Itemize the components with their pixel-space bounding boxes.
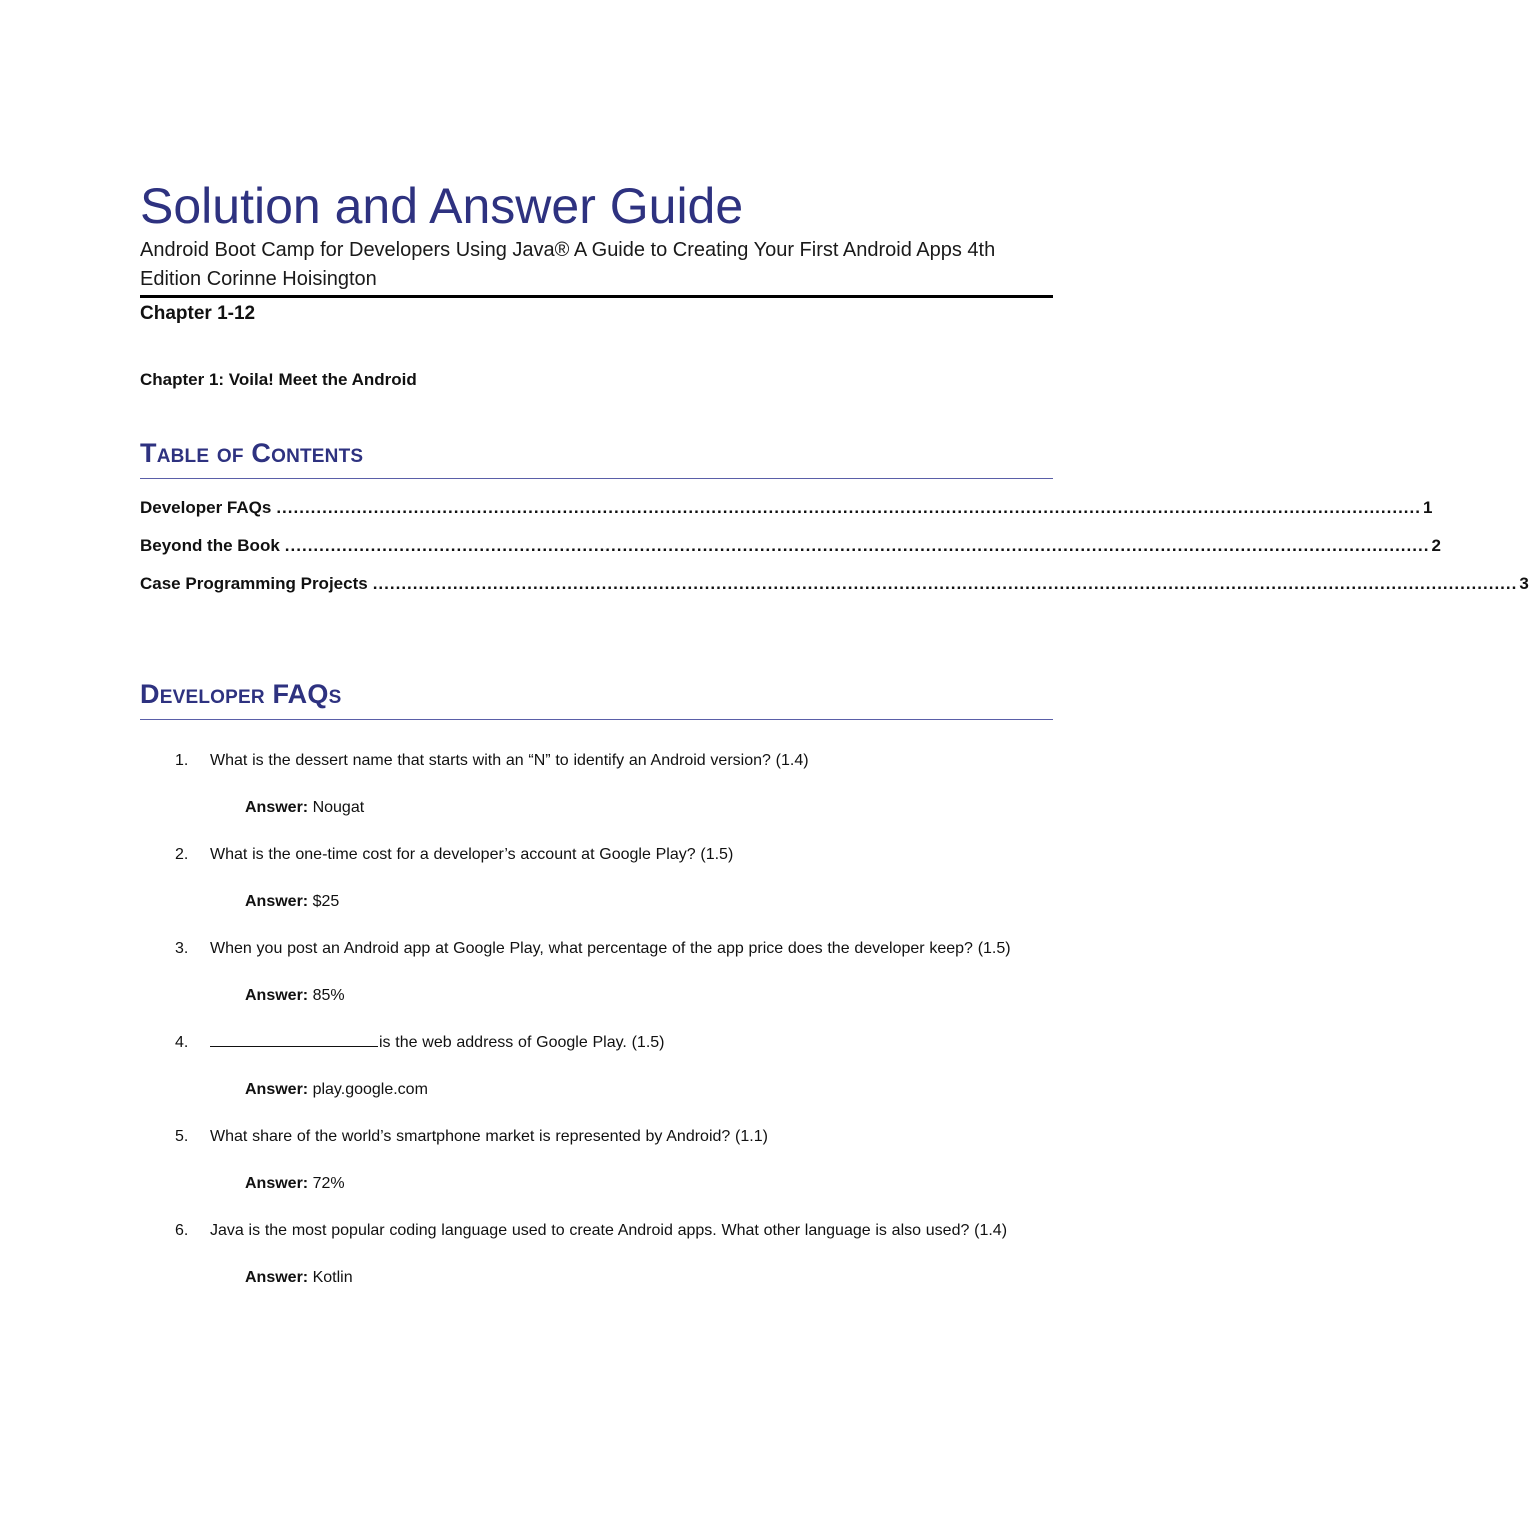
fill-in-blank [210,1032,378,1047]
faq-number: 5. [175,1128,189,1145]
answer-label: Answer: [245,1269,309,1286]
answer-label: Answer: [245,799,309,816]
toc-entry-developer-faqs[interactable] [140,497,1433,519]
faq-question: Java is the most popular coding language used to create Android apps. What other language is also used? (1.4) [210,1222,1008,1239]
toc-dot-leader: ........................................................................................................................................................................................................ [372,574,1518,593]
faq-answer: Nougat [312,799,365,816]
document-subtitle: Android Boot Camp for Developers Using Java® A Guide to Creating Your First Android Apps 4th Edition Corinne Hoisington [140,239,996,290]
document-page [140,0,1529,1540]
faq-question: What is the dessert name that starts with an “N” to identify an Android version? (1.4) [210,752,809,769]
faq-item [175,1113,1053,1207]
toc-entry-page: 2 [1431,536,1441,555]
answer-label: Answer: [245,987,309,1004]
faq-question: What is the one-time cost for a developer’s account at Google Play? (1.5) [210,846,734,863]
faq-number: 6. [175,1222,189,1239]
faq-question-wrapper [210,1019,1053,1066]
faq-number: 3. [175,940,189,957]
faq-question: When you post an Android app at Google Play, what percentage of the app price does the developer keep? (1.5) [210,940,1011,957]
toc-entry-label: Beyond the Book [140,536,280,555]
faq-question: What share of the world’s smartphone market is represented by Android? (1.1) [210,1128,768,1145]
document-title: Solution and Answer Guide [140,178,744,234]
toc-entry-beyond-the-book[interactable] [140,535,1441,557]
faq-list [175,737,1053,1301]
toc-entry-label: Case Programming Projects [140,574,368,593]
toc-entry-case-programming-projects[interactable] [140,573,1529,595]
chapter-range: Chapter 1-12 [140,303,256,324]
faq-divider [140,719,1053,720]
faq-item [175,737,1053,831]
faq-answer: play.google.com [312,1081,428,1098]
toc-dot-leader: ........................................................................................................................................................................................................ [276,498,1421,517]
faq-item [175,925,1053,1019]
toc-heading: Table of Contents [140,438,364,468]
answer-label: Answer: [245,893,309,910]
toc-divider [140,478,1053,479]
faq-item [175,1207,1053,1301]
faq-item [175,831,1053,925]
toc-entry-label: Developer FAQs [140,498,272,517]
faq-answer: 85% [312,987,345,1004]
chapter-heading: Chapter 1: Voila! Meet the Android [140,370,417,389]
faq-answer: Kotlin [312,1269,353,1286]
answer-label: Answer: [245,1175,309,1192]
faq-answer: 72% [312,1175,345,1192]
toc-entry-page: 3 [1519,574,1529,593]
faq-number: 1. [175,752,189,769]
toc-dot-leader: ........................................................................................................................................................................................................ [284,536,1430,555]
faq-number: 4. [175,1034,189,1051]
faq-answer: $25 [312,893,340,910]
toc-entry-page: 1 [1422,498,1433,517]
answer-label: Answer: [245,1081,309,1098]
faq-question: is the web address of Google Play. (1.5) [379,1034,665,1051]
faq-item [175,1019,1053,1113]
faq-heading: Developer FAQs [140,679,342,709]
faq-number: 2. [175,846,189,863]
title-divider [140,295,1053,298]
